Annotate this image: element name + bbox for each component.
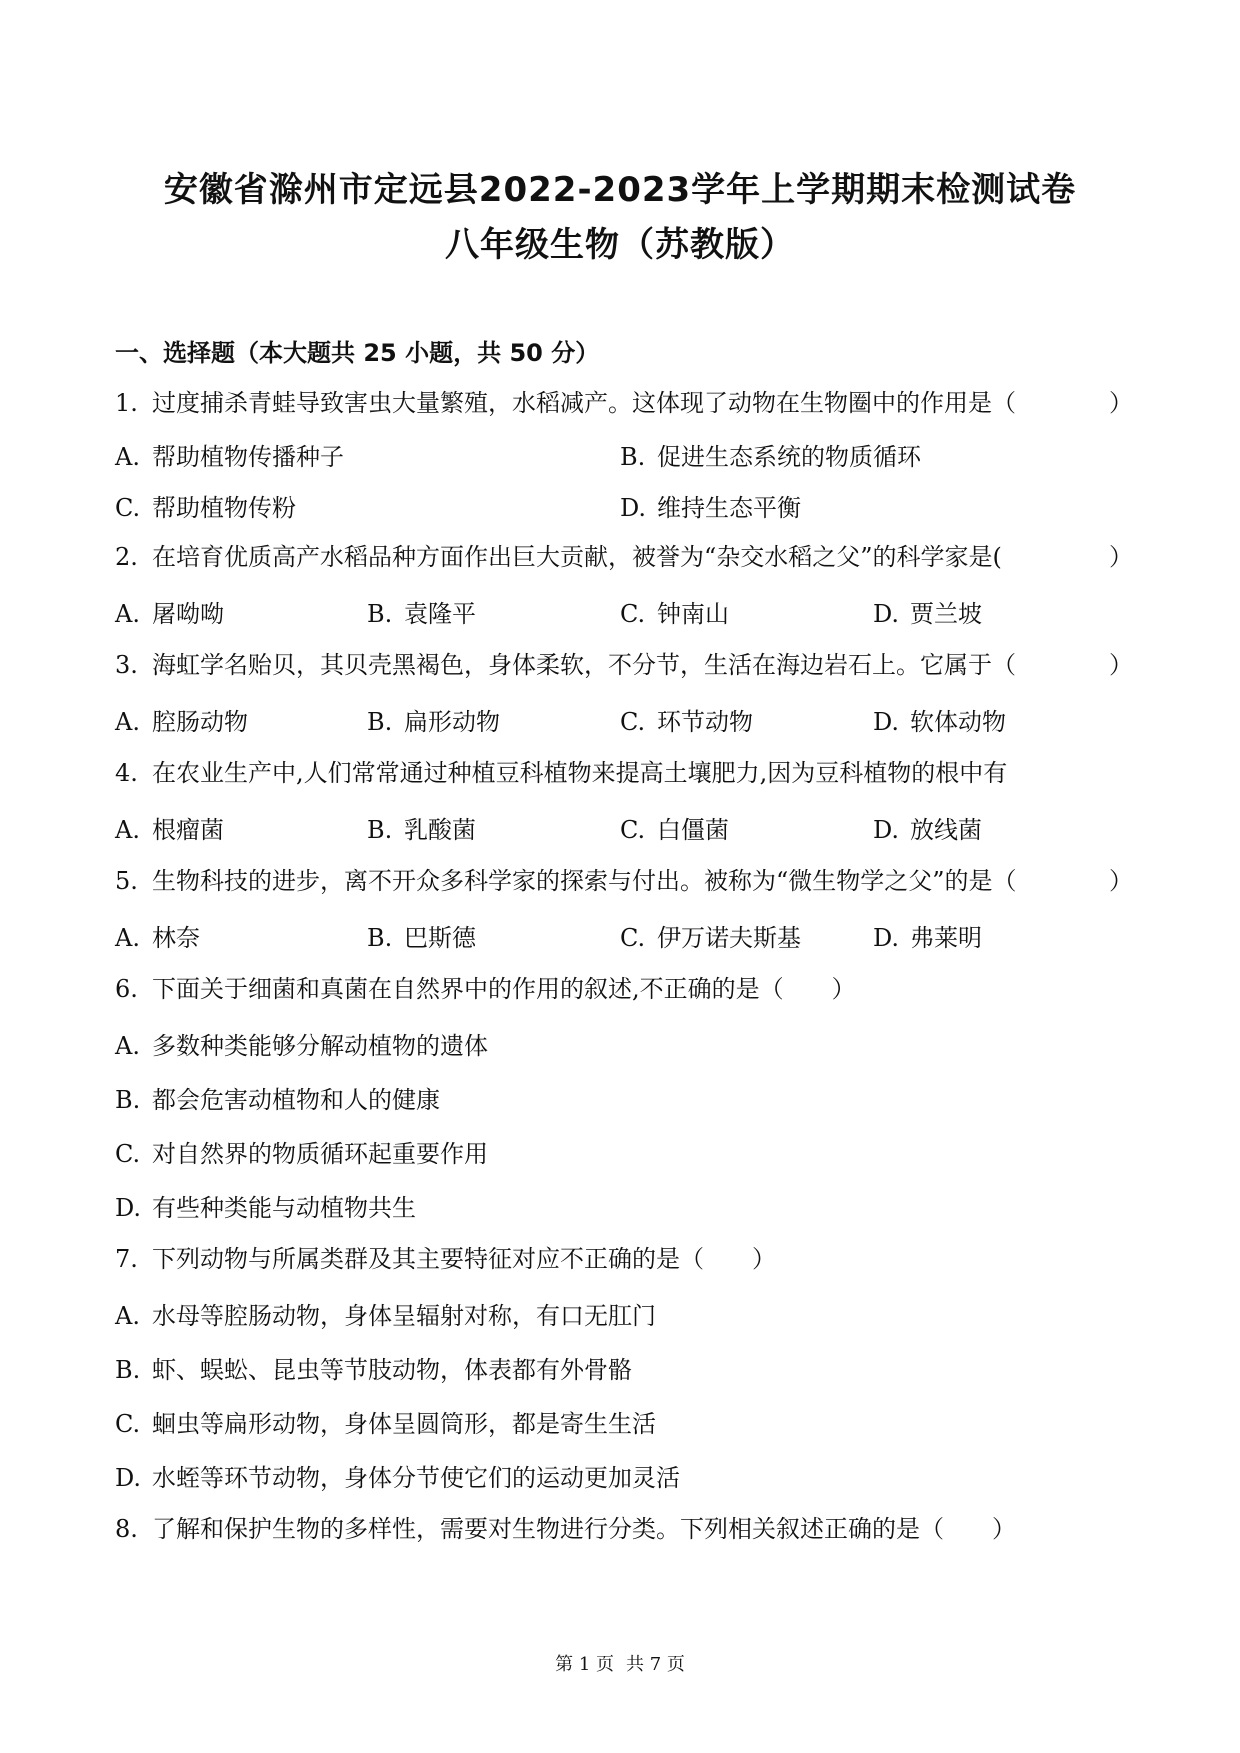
- question-number: 8.: [115, 1515, 138, 1543]
- question-number: 3.: [115, 651, 138, 679]
- option: C. 蛔虫等扁形动物，身体呈圆筒形，都是寄生生活: [115, 1410, 656, 1438]
- question-number: 4.: [115, 759, 138, 787]
- page-footer: [0, 1650, 1240, 1676]
- option: B. 虾、蜈蚣、昆虫等节肢动物，体表都有外骨骼: [115, 1356, 632, 1384]
- answer-paren: ）: [1109, 389, 1133, 417]
- question-6: [115, 972, 1125, 1006]
- question-number: 7.: [115, 1245, 138, 1273]
- question-text: 海虹学名贻贝，其贝壳黑褐色，身体柔软，不分节，生活在海边岩石上。它属于（: [152, 651, 1016, 679]
- option: D. 放线菌: [873, 816, 982, 844]
- page-total: 共 7 页: [626, 1654, 685, 1675]
- option: C. 钟南山: [620, 600, 729, 628]
- option: C. 环节动物: [620, 708, 753, 736]
- question-8: [115, 1512, 1125, 1546]
- question-text: 了解和保护生物的多样性，需要对生物进行分类。下列相关叙述正确的是（ ）: [152, 1515, 1016, 1543]
- option: B. 促进生态系统的物质循环: [620, 443, 921, 471]
- option: A. 水母等腔肠动物，身体呈辐射对称，有口无肛门: [115, 1302, 656, 1330]
- question-number: 1.: [115, 389, 138, 417]
- question-text: 生物科技的进步，离不开众多科学家的探索与付出。被称为“微生物学之父”的是（: [152, 867, 1017, 895]
- option: D. 弗莱明: [873, 924, 982, 952]
- option: A. 根瘤菌: [115, 816, 224, 844]
- question-text: 下面关于细菌和真菌在自然界中的作用的叙述,不正确的是（ ）: [152, 975, 856, 1003]
- document-subtitle: 八年级生物（苏教版）: [445, 225, 795, 265]
- answer-paren: ）: [1109, 543, 1133, 571]
- option: C. 白僵菌: [620, 816, 729, 844]
- question-1: [115, 386, 1133, 420]
- question-text: 过度捕杀青蛙导致害虫大量繁殖，水稻减产。这体现了动物在生物圈中的作用是（: [152, 389, 1016, 417]
- option: D. 维持生态平衡: [620, 494, 801, 522]
- option: D. 水蛭等环节动物，身体分节使它们的运动更加灵活: [115, 1464, 680, 1492]
- question-7: [115, 1242, 1125, 1276]
- answer-paren: ）: [1109, 651, 1133, 679]
- option: C. 帮助植物传粉: [115, 494, 296, 522]
- answer-paren: ）: [1109, 867, 1133, 895]
- option: A. 腔肠动物: [115, 708, 248, 736]
- question-3: [115, 648, 1133, 682]
- option: B. 乳酸菌: [367, 816, 476, 844]
- question-number: 2.: [115, 543, 138, 571]
- option: C. 对自然界的物质循环起重要作用: [115, 1140, 488, 1168]
- question-text: 下列动物与所属类群及其主要特征对应不正确的是（ ）: [152, 1245, 776, 1273]
- section-heading: 一、选择题（本大题共 25 小题，共 50 分）: [115, 339, 600, 367]
- option: D. 有些种类能与动植物共生: [115, 1194, 416, 1222]
- page-number: 第 1 页: [555, 1654, 614, 1675]
- option: A. 帮助植物传播种子: [115, 443, 344, 471]
- document-title: 安徽省滁州市定远县2022-2023学年上学期期末检测试卷: [163, 170, 1077, 210]
- option: B. 扁形动物: [367, 708, 500, 736]
- question-5: [115, 864, 1133, 898]
- question-2: [115, 540, 1133, 574]
- question-4: [115, 756, 1125, 790]
- question-number: 6.: [115, 975, 138, 1003]
- option: A. 屠呦呦: [115, 600, 224, 628]
- question-number: 5.: [115, 867, 138, 895]
- option: D. 贾兰坡: [873, 600, 982, 628]
- option: B. 都会危害动植物和人的健康: [115, 1086, 440, 1114]
- option: D. 软体动物: [873, 708, 1006, 736]
- question-text: 在农业生产中,人们常常通过种植豆科植物来提高土壤肥力,因为豆科植物的根中有: [152, 759, 1008, 787]
- option: B. 袁隆平: [367, 600, 476, 628]
- option: B. 巴斯德: [367, 924, 476, 952]
- question-text: 在培育优质高产水稻品种方面作出巨大贡献，被誉为“杂交水稻之父”的科学家是(: [152, 543, 1002, 571]
- option: A. 林奈: [115, 924, 200, 952]
- option: A. 多数种类能够分解动植物的遗体: [115, 1032, 488, 1060]
- option: C. 伊万诺夫斯基: [620, 924, 801, 952]
